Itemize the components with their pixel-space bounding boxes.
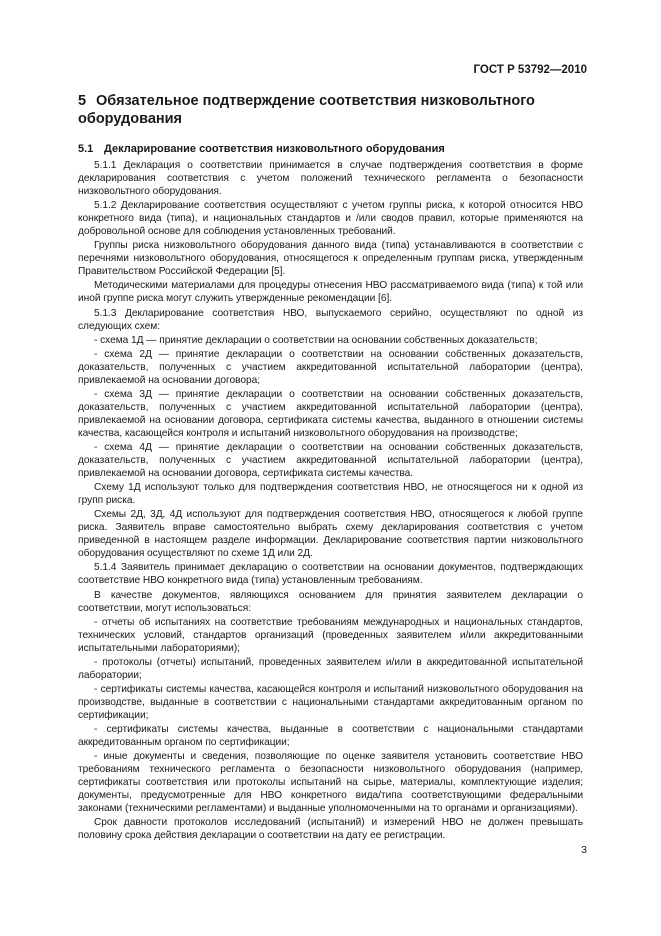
list-item: - иные документы и сведения, позволяющие по оценке заявителя установить соответствие НВО требованиям технического регламента о безопасности низковольтного оборудования (например, сертификаты соответствия или протоколы испытаний на сырье, материалы, комплектующие изделия; документы, предусмотренные для НВО конкретного вида/типа соответствующими федеральными законами (техническими регламентами) и выданные уполномоченными на то органами и организациями). (78, 751, 583, 815)
document-code: ГОСТ Р 53792—2010 (473, 64, 587, 76)
paragraph: 5.1.2 Декларирование соответствия осуществляют с учетом группы риска, к которой относится НВО конкретного вида (типа), и национальных стандартов и /или сводов правил, которые применяются на добровольной основе для соблюдения установленных требований. (78, 200, 583, 238)
subsection-number: 5.1 (78, 143, 94, 155)
list-item: - протоколы (отчеты) испытаний, проведенных заявителем и/или в аккредитованной испытательной лаборатории; (78, 656, 583, 681)
paragraph: Срок давности протоколов исследований (испытаний) и измерений НВО не должен превышать половину срока действия декларации о соответствии на дату ее регистрации. (78, 817, 583, 842)
section-title-line1: Обязательное подтверждение соответствия низковольтного (96, 93, 535, 109)
list-item: - схема 4Д — принятие декларации о соответствии на основании собственных доказательств, доказательств, полученных с участием аккредитованной испытательной лаборатории (центра), привлекаемой на основании договора, сертификата системы качества. (78, 441, 583, 480)
paragraph: 5.1.3 Декларирование соответствия НВО, выпускаемого серийно, осуществляют по одной из следующих схем: (78, 307, 583, 332)
subsection-title: Декларирование соответствия низковольтного оборудования (104, 143, 445, 155)
page-number: 3 (581, 844, 587, 856)
section-number: 5 (78, 93, 87, 109)
paragraph: Схемы 2Д, 3Д, 4Д используют для подтверждения соответствия НВО, относящегося к любой группе риска. Заявитель вправе самостоятельно выбрать схему декларирования соответствия с учетом приведенной в настоящем разделе информации. Декларирование соответствия партии низковольтного оборудования осуществляют по схеме 1Д или 2Д. (78, 509, 583, 560)
paragraph: 5.1.4 Заявитель принимает декларацию о соответствии на основании документов, подтверждающих соответствие НВО конкретного вида (типа) установленным требованиям. (78, 562, 583, 587)
list-item: - схема 3Д — принятие декларации о соответствии на основании собственных доказательств, доказательств, полученных с участием аккредитованной испытательной лаборатории (центра), привлекаемой на основании договора, сертификата системы качества, выданного в отношении системы качества, касающейся контроля и испытаний низковольтного оборудования на производстве; (78, 388, 583, 439)
section-title-line2: оборудования (78, 111, 183, 127)
list-item: - сертификаты системы качества, касающейся контроля и испытаний низковольтного оборудования на производстве, выданные в соответствии с национальными стандартами аккредитованным органом по сертификации; (78, 683, 583, 721)
paragraph: Методическими материалами для процедуры отнесения НВО рассматриваемого вида (типа) к той или иной группе риска могут служить утвержденные рекомендации [6]. (78, 280, 583, 305)
list-item: - схема 2Д — принятие декларации о соответствии на основании собственных доказательств, доказательств, полученных с участием аккредитованной испытательной лаборатории (центра), привлекаемой на основании договора; (78, 348, 583, 386)
page-content (78, 92, 583, 843)
list-item: - схема 1Д — принятие декларации о соответствии на основании собственных доказательств; (94, 334, 538, 346)
paragraph: В качестве документов, являющихся основанием для принятия заявителем декларации о соответствии, могут использоваться: (78, 589, 583, 614)
list-item: - отчеты об испытаниях на соответствие требованиям международных и национальных стандартов, технических условий, стандартов организаций (проведенных заявителем и/или аккредитованными испытательными лабораториями); (78, 616, 583, 654)
section-heading (78, 92, 583, 128)
subsection-heading (78, 142, 583, 156)
list-item: - сертификаты системы качества, выданные в соответствии с национальными стандартами аккредитованным органом по сертификации; (78, 723, 583, 749)
paragraph: Схему 1Д используют только для подтверждения соответствия НВО, не относящегося ни к одной из групп риска. (78, 482, 583, 507)
paragraph: Группы риска низковольтного оборудования данного вида (типа) устанавливаются в соответствии с перечнями низковольтного оборудования, относящегося к определенным группам риска, утвержденным Правительством Российской Федерации [5]. (78, 240, 583, 278)
paragraph: 5.1.1 Декларация о соответствии принимается в случае подтверждения соответствия в форме декларирования соответствия с учетом положений технического регламента о безопасности низковольтного оборудования. (78, 160, 583, 198)
